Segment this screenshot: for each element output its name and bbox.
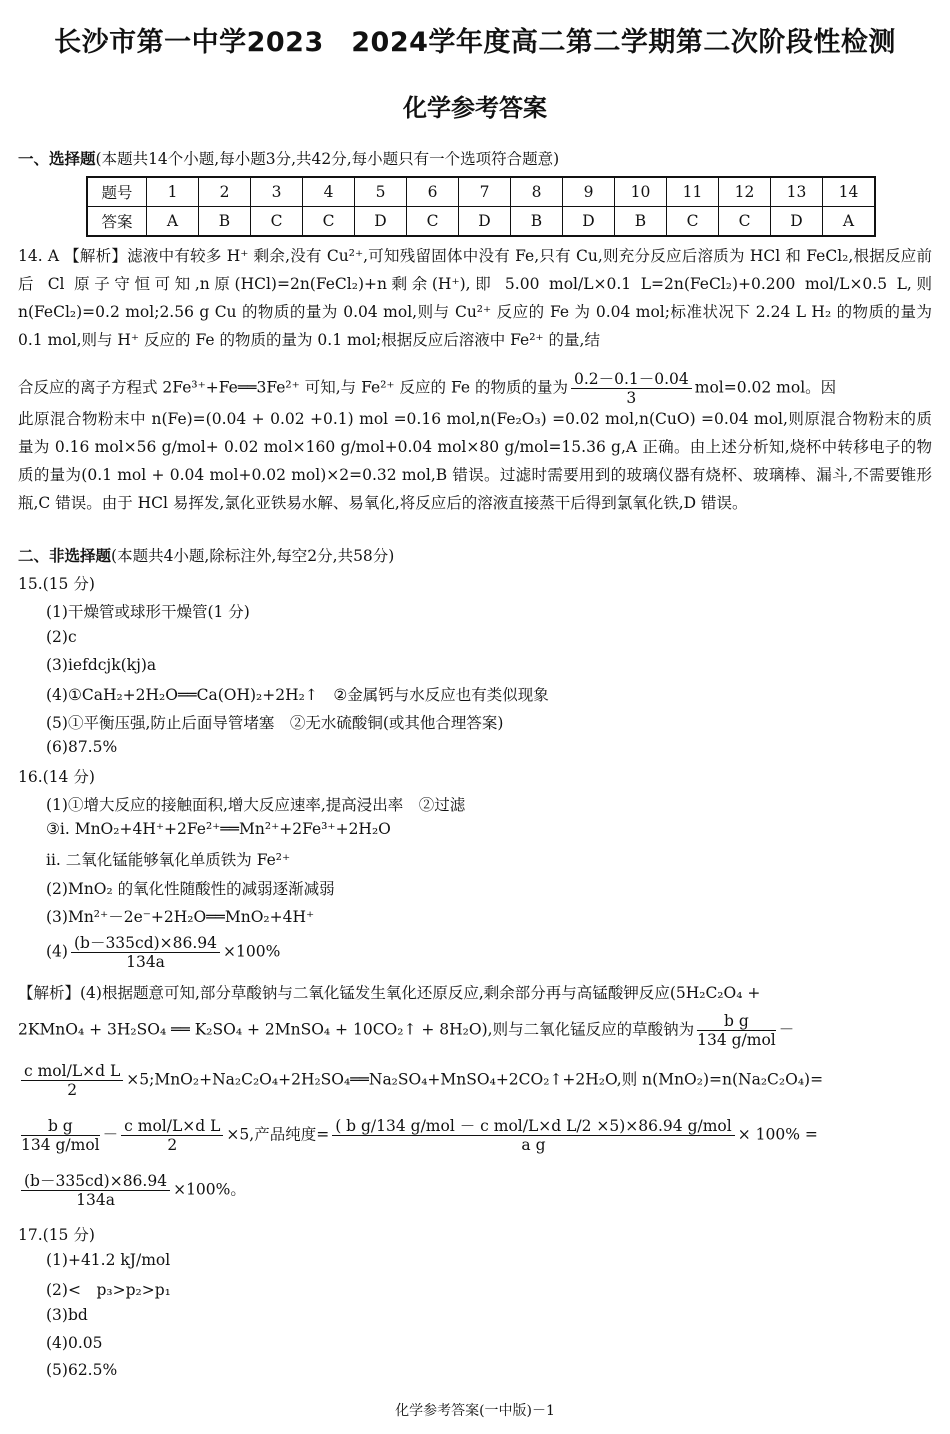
table-cell: 6 — [407, 177, 459, 207]
q15-answer-5: (5)①平衡压强,防止后面导管堵塞 ②无水硫酸铜(或其他合理答案) — [46, 714, 504, 732]
section1-header — [18, 147, 559, 169]
analysis-fraction — [21, 1172, 170, 1209]
section1-heading: 一、选择题 — [18, 150, 96, 168]
q16-answer-1-3i: ③ⅰ. MnO₂+4H⁺+2Fe²⁺══Mn²⁺+2Fe³⁺+2H₂O — [46, 820, 391, 838]
table-cell: 2 — [199, 177, 251, 207]
analysis-text: ×100%。 — [173, 1180, 246, 1199]
q14-analysis-part1: 14. A 【解析】滤液中有较多 H⁺ 剩余,没有 Cu²⁺,可知残留固体中没有 Fe,只有 Cu,则充分反应后溶质为 HCl 和 FeCl₂,根据反应前后 Cl 原子守恒可知,n原(HCl)=2n(FeCl₂)+n剩余(H⁺),即 5.00 mol/L×0.1 L=2n(FeCl₂)+0.200 mol/L×0.5 L,则 n(FeCl₂)=0.2 mol;2.56 g Cu 的物质的量为 0.04 mol,则与 Cu²⁺ 反应的 Fe 为 0.04 mol;标准状况下 2.24 L H₂ 的物质的量为 0.1 mol,则与 H⁺ 反应的 Fe 的物质的量为 0.1 mol;根据反应后溶液中 Fe²⁺ 的量,结 — [18, 247, 932, 349]
table-cell: 11 — [667, 177, 719, 207]
table-cell: D — [355, 207, 407, 237]
table-cell: 4 — [303, 177, 355, 207]
table-cell: D — [459, 207, 511, 237]
q15-answer-1: (1)干燥管或球形干燥管(1 分) — [46, 603, 250, 621]
q14-analysis-part2 — [18, 370, 836, 407]
section2-heading: 二、非选择题 — [18, 547, 112, 565]
section2-header — [18, 544, 394, 566]
table-cell: B — [511, 207, 563, 237]
table-cell: B — [615, 207, 667, 237]
fraction-numerator: b g — [697, 1012, 776, 1031]
fraction-denominator: 3 — [626, 389, 637, 407]
analysis-text: ×5;MnO₂+Na₂C₂O₄+2H₂SO₄══Na₂SO₄+MnSO₄+2CO₂↑+2H₂O,则 n(MnO₂)=n(Na₂C₂O₄)= — [126, 1070, 824, 1089]
q16-answer-4-prefix: (4) — [46, 942, 68, 961]
q17-heading: 17.(15 分) — [18, 1226, 95, 1244]
table-row-numbers — [87, 177, 875, 207]
analysis-text: × 100% = — [737, 1125, 818, 1144]
fraction-numerator: (b－335cd)×86.94 — [21, 1172, 170, 1191]
q16-analysis-2 — [18, 1012, 794, 1049]
analysis-text: 2KMnO₄ + 3H₂SO₄ ══ K₂SO₄ + 2MnSO₄ + 10CO₂↑ + 8H₂O),则与二氧化锰反应的草酸钠为 — [18, 1020, 695, 1039]
q16-analysis-4 — [18, 1117, 818, 1154]
q16-answer-4-fraction — [71, 934, 220, 971]
fraction-denominator: 134a — [126, 953, 165, 971]
fraction-denominator: a g — [521, 1136, 546, 1154]
fraction-denominator: 134 g/mol — [697, 1031, 776, 1049]
q14-text: 合反应的离子方程式 2Fe³⁺+Fe══3Fe²⁺ 可知,与 Fe²⁺ 反应的 Fe 的物质的量为 — [18, 378, 568, 397]
q16-answer-3: (3)Mn²⁺－2e⁻+2H₂O══MnO₂+4H⁺ — [46, 908, 315, 926]
analysis-text: － — [102, 1125, 119, 1144]
q16-analysis-1: 【解析】(4)根据题意可知,部分草酸钠与二氧化锰发生氧化还原反应,剩余部分再与高锰酸钾反应(5H₂C₂O₄ + — [18, 984, 761, 1002]
analysis-text: ×5,产品纯度= — [226, 1125, 330, 1144]
q15-answer-3: (3)iefdcjk(kj)a — [46, 656, 157, 674]
table-cell: 10 — [615, 177, 667, 207]
analysis-fraction — [697, 1012, 776, 1049]
fraction-numerator: 0.2－0.1－0.04 — [571, 370, 692, 389]
table-cell: 8 — [511, 177, 563, 207]
q16-answer-4-suffix: ×100% — [223, 942, 281, 961]
purity-fraction — [332, 1117, 735, 1154]
fraction-numerator: ( b g/134 g/mol － c mol/L×d L/2 ×5)×86.94 g/mol — [332, 1117, 735, 1136]
analysis-fraction — [21, 1117, 100, 1154]
q17-answer-1: (1)+41.2 kJ/mol — [46, 1251, 171, 1269]
table-cell: D — [771, 207, 823, 237]
section2-note: (本题共4小题,除标注外,每空2分,共58分) — [111, 547, 395, 565]
table-cell: D — [563, 207, 615, 237]
fraction-numerator: c mol/L×d L — [121, 1117, 223, 1136]
table-cell: C — [407, 207, 459, 237]
table-cell: A — [823, 207, 876, 237]
fraction-numerator: c mol/L×d L — [21, 1062, 123, 1081]
analysis-fraction — [121, 1117, 223, 1154]
q15-answer-4: (4)①CaH₂+2H₂O══Ca(OH)₂+2H₂↑ ②金属钙与水反应也有类似现象 — [46, 686, 549, 704]
q15-answer-6: (6)87.5% — [46, 738, 118, 756]
q14-fraction — [571, 370, 692, 407]
q17-answer-2: (2)< p₃>p₂>p₁ — [46, 1281, 171, 1299]
table-row-answers — [87, 207, 875, 237]
fraction-numerator: (b－335cd)×86.94 — [71, 934, 220, 953]
section1-note: (本题共14个小题,每小题3分,共42分,每小题只有一个选项符合题意) — [95, 150, 560, 168]
q15-heading: 15.(15 分) — [18, 575, 95, 593]
fraction-denominator: 2 — [167, 1136, 178, 1154]
table-cell: 13 — [771, 177, 823, 207]
table-cell: 1 — [147, 177, 199, 207]
fraction-numerator: b g — [21, 1117, 100, 1136]
page-footer: 化学参考答案(一中版)－1 — [395, 1403, 555, 1419]
table-cell: 7 — [459, 177, 511, 207]
fraction-denominator: 2 — [67, 1081, 78, 1099]
q14-text-end: mol=0.02 mol。因 — [694, 378, 837, 397]
q15-answer-2: (2)c — [46, 628, 77, 646]
q16-answer-1: (1)①增大反应的接触面积,增大反应速率,提高浸出率 ②过滤 — [46, 796, 466, 814]
q16-heading: 16.(14 分) — [18, 768, 95, 786]
q14-analysis-part3: 此原混合物粉末中 n(Fe)=(0.04 + 0.02 +0.1) mol =0.16 mol,n(Fe₂O₃) =0.02 mol,n(CuO) =0.04 mol,则原混合物粉末的质量为 0.16 mol×56 g/mol+ 0.02 mol×160 g/mol+0.04 mol×80 g/mol=15.36 g,A 正确。由上述分析知,烧杯中转移电子的物质的量为(0.1 mol + 0.04 mol+0.02 mol)×2=0.32 mol,B 错误。过滤时需要用到的玻璃仪器有烧杯、玻璃棒、漏斗,不需要锥形瓶,C 错误。由于 HCl 易挥发,氯化亚铁易水解、易氧化,将反应后的溶液直接蒸干后得到氯氧化铁,D 错误。 — [18, 410, 932, 512]
table-cell: 5 — [355, 177, 407, 207]
table-cell: A — [147, 207, 199, 237]
analysis-fraction — [21, 1062, 123, 1099]
table-cell: 12 — [719, 177, 771, 207]
table-cell: C — [303, 207, 355, 237]
fraction-denominator: 134 g/mol — [21, 1136, 100, 1154]
q16-answer-2: (2)MnO₂ 的氧化性随酸性的减弱逐渐减弱 — [46, 880, 335, 898]
q17-answer-5: (5)62.5% — [46, 1361, 118, 1379]
q16-answer-4 — [46, 934, 280, 971]
q16-analysis-3 — [18, 1062, 823, 1099]
table-cell: C — [251, 207, 303, 237]
q17-answer-4: (4)0.05 — [46, 1334, 103, 1352]
table-cell: C — [719, 207, 771, 237]
page-subtitle: 化学参考答案 — [403, 94, 547, 122]
table-cell: 9 — [563, 177, 615, 207]
table-cell: 3 — [251, 177, 303, 207]
table-header-question: 题号 — [87, 177, 147, 207]
q16-answer-1-3ii: ⅱ. 二氧化锰能够氧化单质铁为 Fe²⁺ — [46, 851, 291, 869]
q16-analysis-5 — [18, 1172, 246, 1209]
q17-answer-3: (3)bd — [46, 1306, 88, 1324]
table-header-answer: 答案 — [87, 207, 147, 237]
analysis-text: － — [778, 1020, 795, 1039]
table-cell: C — [667, 207, 719, 237]
page-title: 长沙市第一中学2023 2024学年度高二第二学期第二次阶段性检测 — [54, 27, 896, 58]
table-cell: B — [199, 207, 251, 237]
table-cell: 14 — [823, 177, 876, 207]
answer-table — [86, 176, 876, 237]
fraction-denominator: 134a — [76, 1191, 115, 1209]
